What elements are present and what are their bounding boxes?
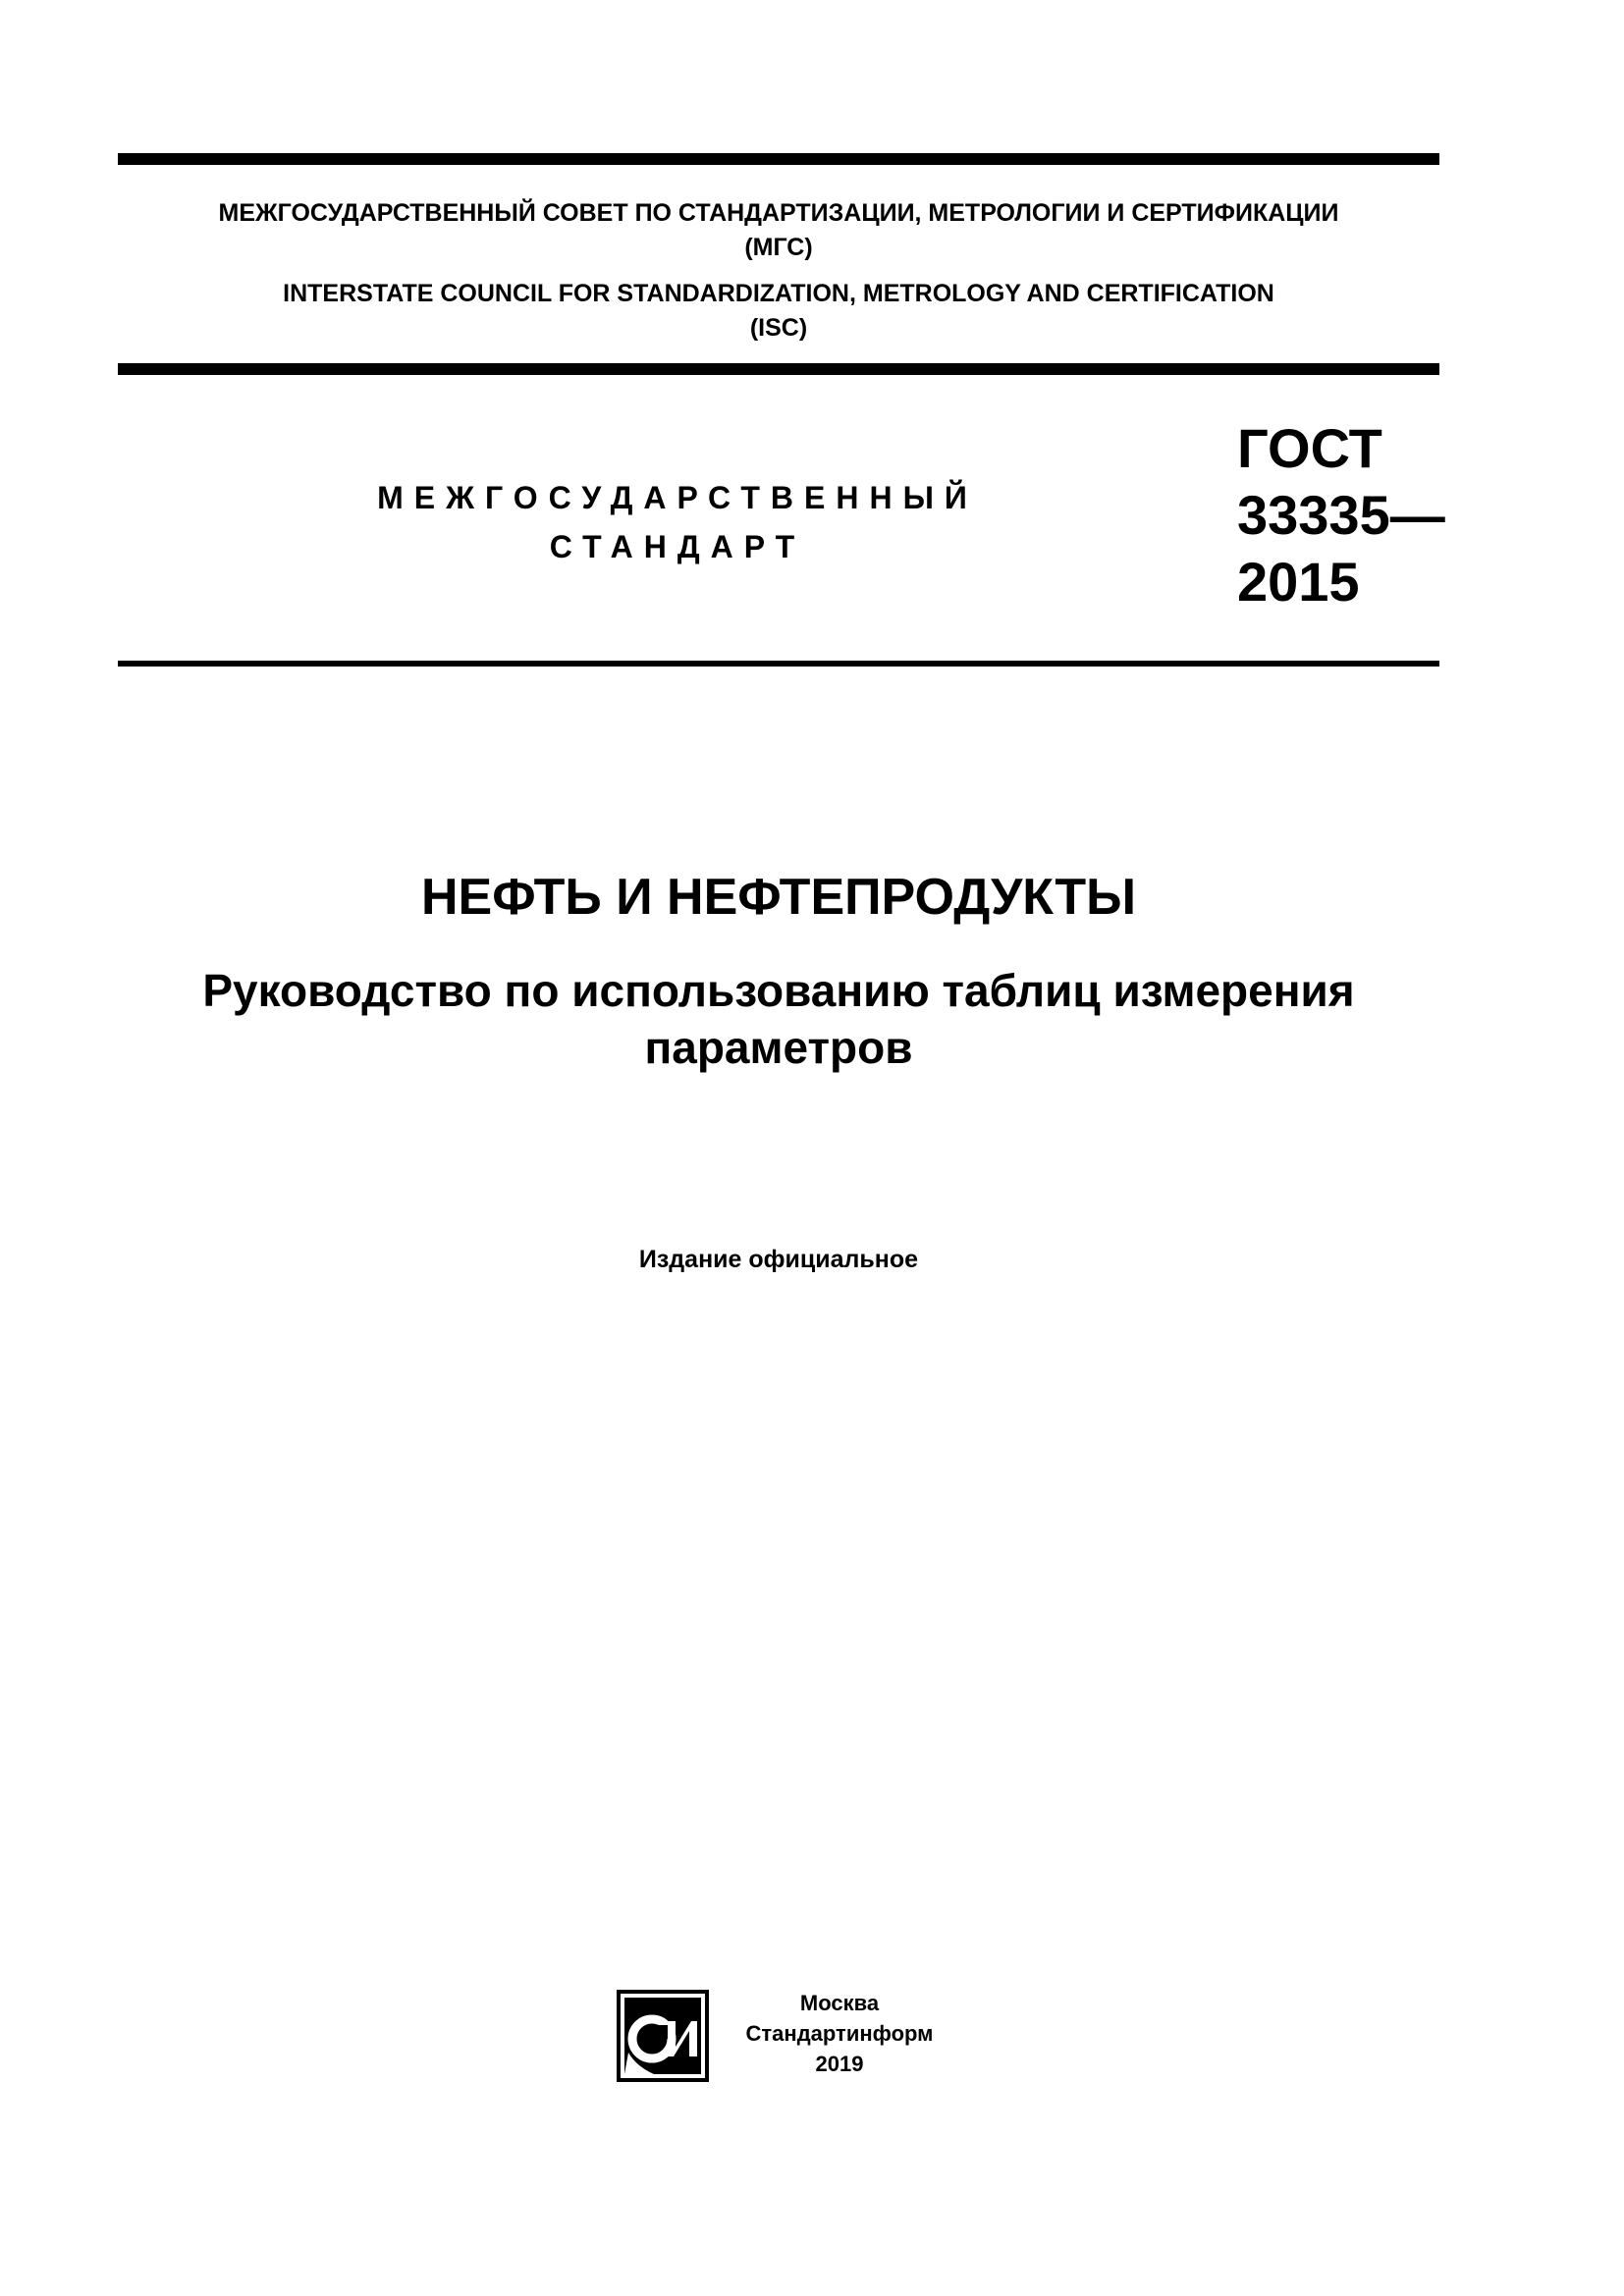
council-ru-abbr: (МГС) bbox=[744, 234, 813, 261]
top-rule bbox=[118, 153, 1439, 165]
gost-designation bbox=[1237, 415, 1445, 615]
council-name-en bbox=[118, 277, 1439, 346]
publisher-name: Стандартинформ bbox=[745, 2021, 934, 2046]
publisher-year: 2019 bbox=[815, 2052, 864, 2076]
publisher-city: Москва bbox=[799, 1991, 880, 2015]
council-en-text: INTERSTATE COUNCIL FOR STANDARDIZATION, METROLOGY AND CERTIFICATION bbox=[283, 280, 1274, 307]
document-subtitle: Руководство по использованию таблиц измерения параметров bbox=[202, 965, 1355, 1073]
bottom-rule bbox=[118, 661, 1439, 667]
council-name-ru bbox=[118, 196, 1439, 265]
standard-type-line1: МЕЖГОСУДАРСТВЕННЫЙ bbox=[377, 480, 978, 515]
standartinform-logo-icon bbox=[615, 1988, 711, 2084]
publisher-info bbox=[722, 1988, 957, 2079]
document-title: НЕФТЬ И НЕФТЕПРОДУКТЫ bbox=[421, 869, 1136, 926]
middle-rule bbox=[118, 363, 1439, 375]
standard-type-line2: СТАНДАРТ bbox=[549, 529, 806, 564]
gost-number: 33335— bbox=[1237, 484, 1445, 546]
edition-note: Издание официальное bbox=[638, 1246, 919, 1273]
gost-label: ГОСТ bbox=[1237, 417, 1382, 479]
standard-type bbox=[324, 473, 1031, 571]
council-en-abbr: (ISC) bbox=[749, 314, 808, 342]
gost-year: 2015 bbox=[1237, 551, 1360, 613]
council-ru-text: МЕЖГОСУДАРСТВЕННЫЙ СОВЕТ ПО СТАНДАРТИЗАЦИИ, МЕТРОЛОГИИ И СЕРТИФИКАЦИИ bbox=[218, 199, 1339, 227]
